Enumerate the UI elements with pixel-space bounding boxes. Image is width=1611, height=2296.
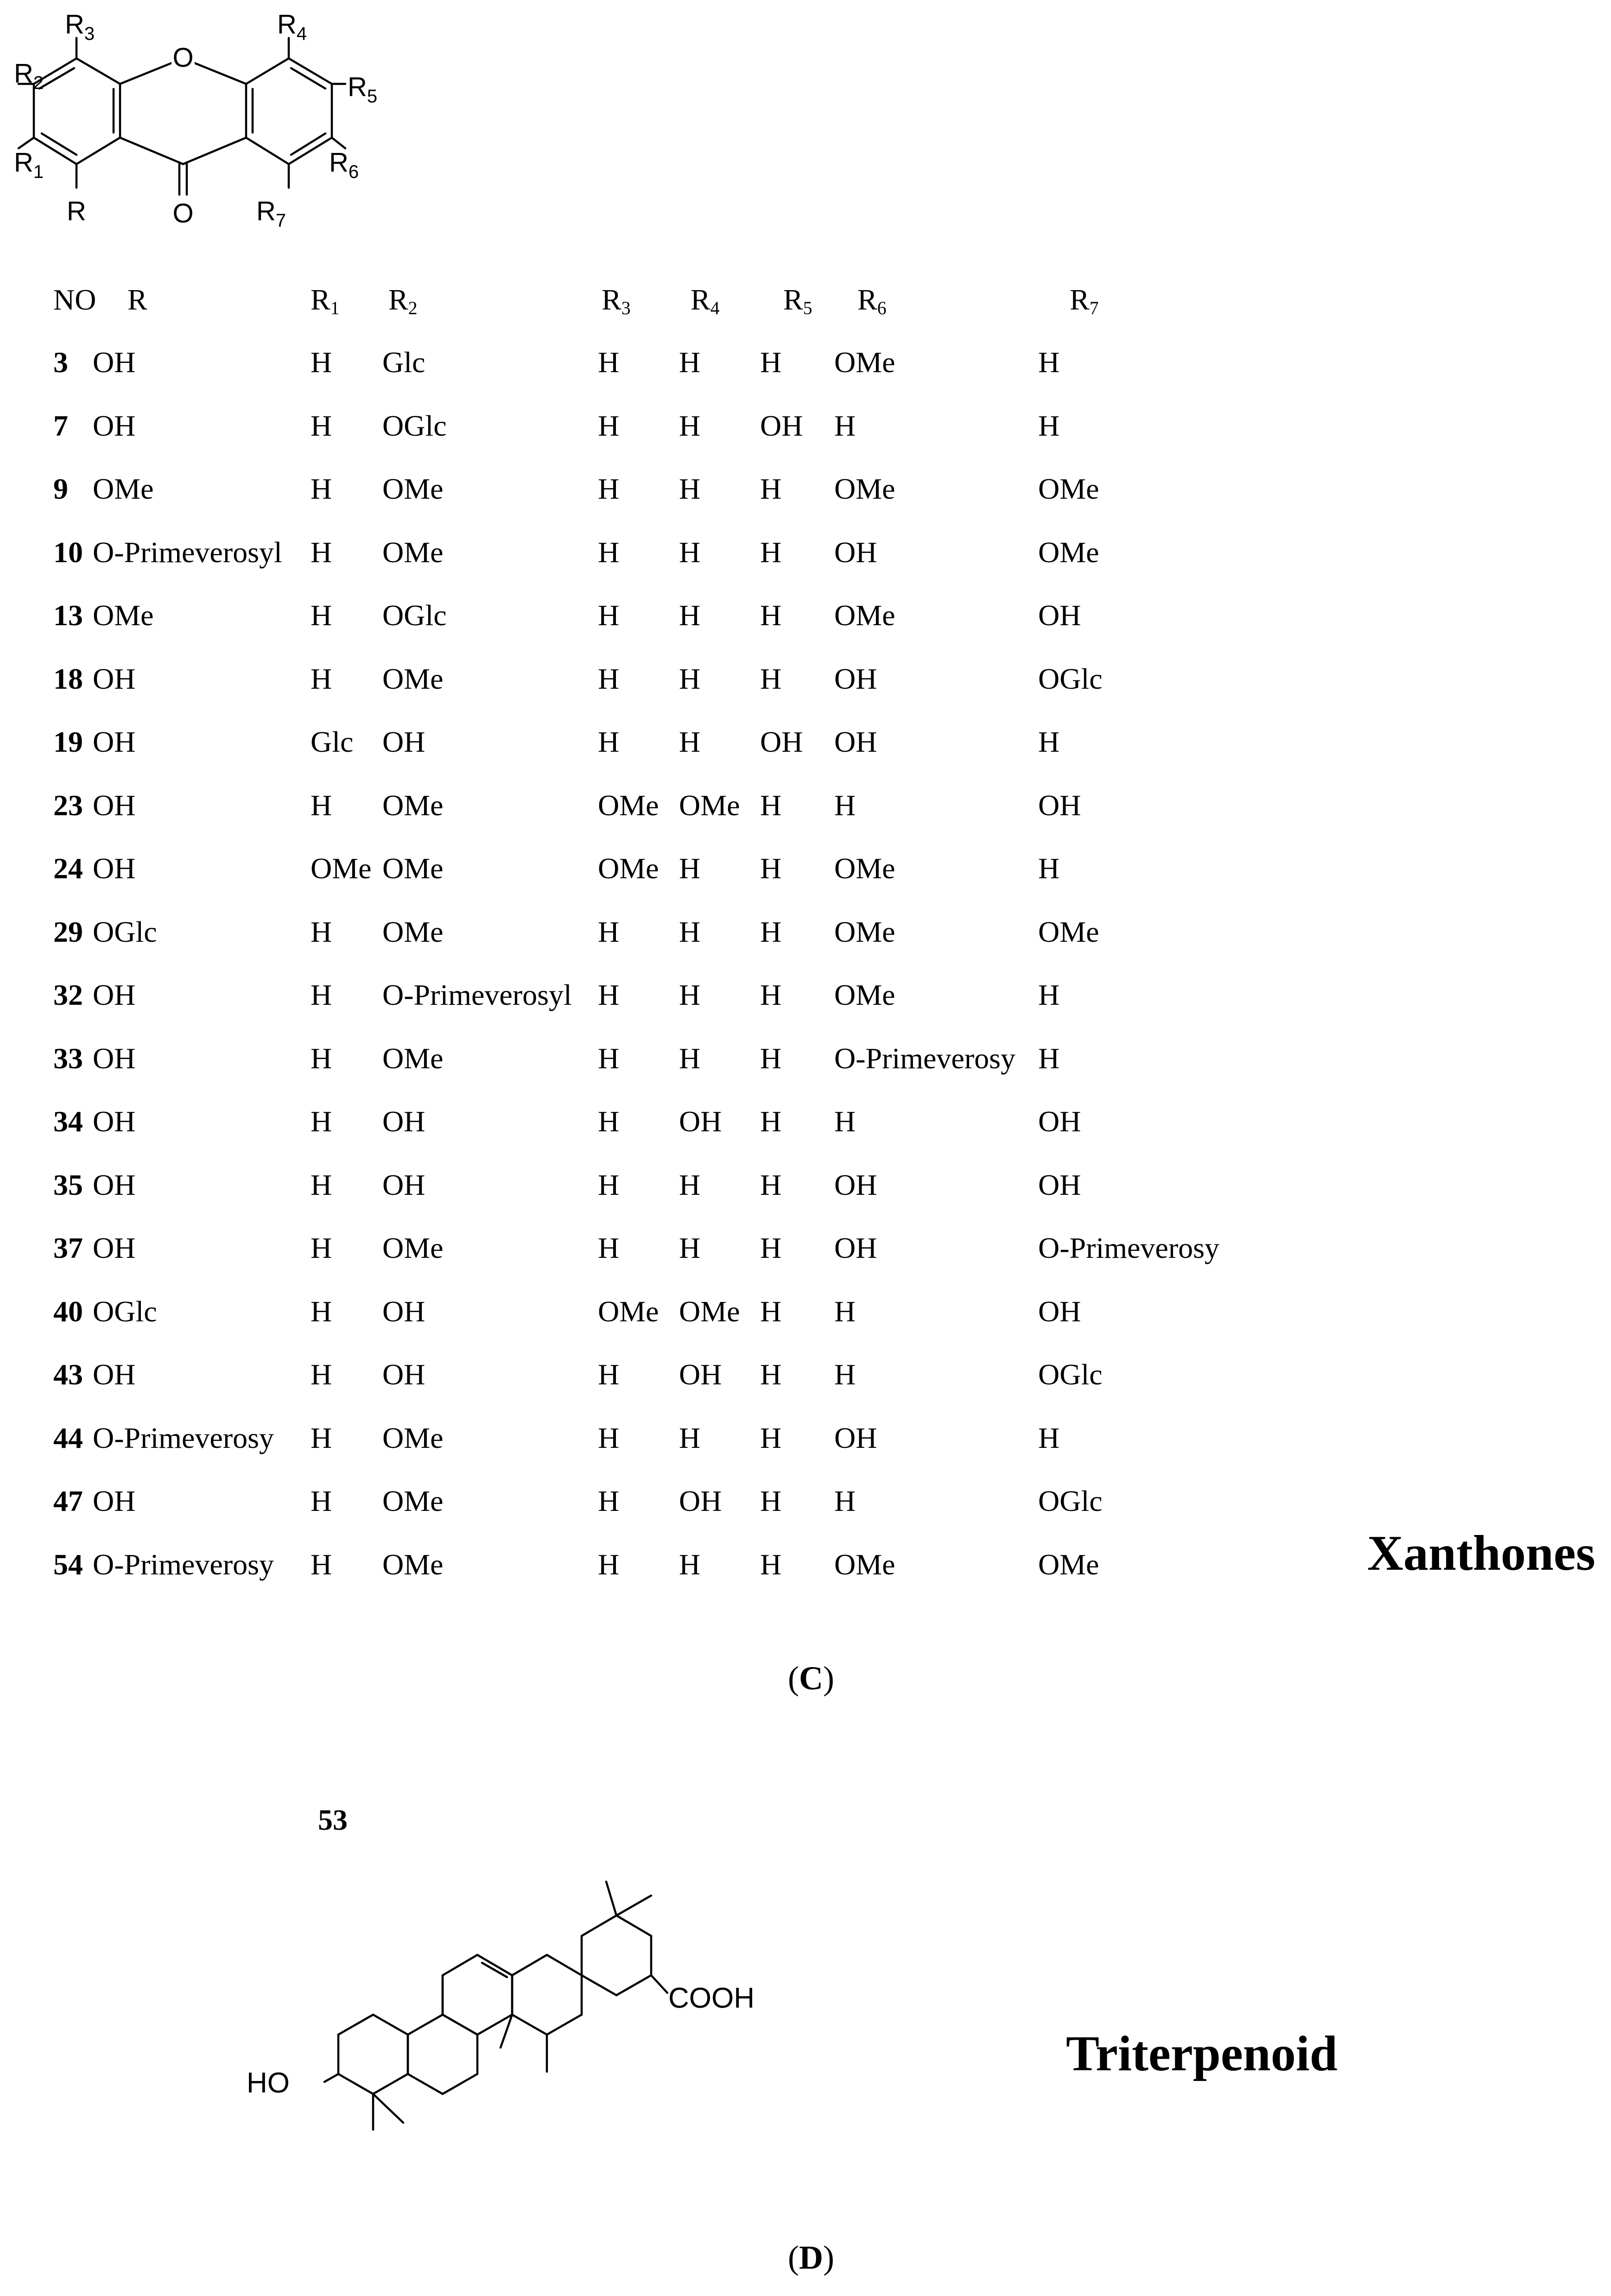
cell-r: OH (93, 1358, 136, 1391)
cell-no: 44 (53, 1421, 83, 1454)
cell-r7: OMe (1038, 1548, 1099, 1581)
cell-r1: H (311, 1484, 332, 1517)
cell-r7: OH (1038, 599, 1081, 632)
cell-r1: H (311, 662, 332, 695)
cell-r: O-Primeverosy (93, 1548, 274, 1581)
cell-r3: H (598, 599, 620, 632)
cell-r3: H (598, 1484, 620, 1517)
cell-no: 34 (53, 1105, 83, 1138)
cell-r1: H (311, 1358, 332, 1391)
class-label-triterpenoid: Triterpenoid (1066, 2026, 1338, 2081)
cell-r5: H (760, 1484, 782, 1517)
cell-no: 43 (53, 1358, 83, 1391)
cell-r2: OMe (382, 1548, 444, 1581)
cell-r1: H (311, 1168, 332, 1201)
cell-r3: H (598, 1168, 620, 1201)
cell-r: OH (93, 978, 136, 1011)
cell-r4: H (679, 535, 701, 569)
label-r7: $R_7$ (256, 196, 286, 231)
header-r1: $R_1$ (311, 283, 340, 318)
cell-r7: OGlc (1038, 1358, 1103, 1391)
cell-r7: OH (1038, 788, 1081, 822)
cell-r2: OMe (382, 1421, 444, 1454)
panel-label-d: (D) (788, 2239, 834, 2276)
cell-r5: H (760, 1231, 782, 1264)
header-r6: $R_6$ (857, 283, 887, 318)
cell-r: OH (93, 1105, 136, 1138)
cell-no: 33 (53, 1041, 83, 1075)
cell-no: 19 (53, 725, 83, 758)
cell-r7: H (1038, 852, 1060, 885)
cell-r3: H (598, 1105, 620, 1138)
cell-r2: OH (382, 1168, 425, 1201)
cell-r5: OH (760, 409, 803, 442)
cell-no: 24 (53, 852, 83, 885)
label-r5: $R_5$ (348, 72, 378, 107)
cell-r: OH (93, 788, 136, 822)
cell-r4: H (679, 1548, 701, 1581)
cell-r4: H (679, 978, 701, 1011)
cell-no: 47 (53, 1484, 83, 1517)
cell-r7: H (1038, 1421, 1060, 1454)
cell-r5: H (760, 472, 782, 505)
cell-r4: H (679, 1168, 701, 1201)
cell-r2: OH (382, 1294, 425, 1328)
cell-r2: OH (382, 1358, 425, 1391)
cell-r3: H (598, 1041, 620, 1075)
cell-r2: OGlc (382, 409, 447, 442)
cell-r4: H (679, 599, 701, 632)
cell-r1: H (311, 1294, 332, 1328)
cell-r: OGlc (93, 1294, 157, 1328)
cell-no: 7 (53, 409, 68, 442)
cell-r6: OMe (834, 915, 895, 948)
cell-r6: OH (834, 1421, 877, 1454)
cell-r7: OH (1038, 1168, 1081, 1201)
cell-r2: OGlc (382, 599, 447, 632)
cell-r2: OMe (382, 1484, 444, 1517)
cell-r1: OMe (311, 852, 372, 885)
cell-r6: OH (834, 1168, 877, 1201)
cell-r7: O-Primeverosy (1038, 1231, 1220, 1264)
cell-r6: H (834, 409, 856, 442)
cell-r6: H (834, 1105, 856, 1138)
cell-no: 29 (53, 915, 83, 948)
cell-r7: OMe (1038, 535, 1099, 569)
cell-r3: OMe (598, 852, 659, 885)
cell-r4: OH (679, 1358, 722, 1391)
cell-r2: OMe (382, 852, 444, 885)
cell-r5: H (760, 788, 782, 822)
cell-r1: H (311, 788, 332, 822)
cell-r5: H (760, 599, 782, 632)
cell-r6: OMe (834, 1548, 895, 1581)
cell-r1: Glc (311, 725, 354, 758)
cell-r6: OMe (834, 346, 895, 379)
cell-r3: H (598, 1548, 620, 1581)
cell-r4: H (679, 1421, 701, 1454)
cell-r5: H (760, 1105, 782, 1138)
cell-r6: H (834, 1294, 856, 1328)
label-r3: $R_3$ (65, 9, 95, 44)
cell-r: O-Primeverosy (93, 1421, 274, 1454)
cell-r4: H (679, 1231, 701, 1264)
xanthone-core-structure (0, 0, 417, 241)
carbonyl-oxygen-label: O (172, 198, 194, 228)
cell-r4: OMe (679, 1294, 740, 1328)
cell-r6: H (834, 788, 856, 822)
cell-r5: H (760, 1421, 782, 1454)
cell-r: OH (93, 1041, 136, 1075)
cell-no: 40 (53, 1294, 83, 1328)
cell-r2: OMe (382, 472, 444, 505)
cell-r: OH (93, 725, 136, 758)
cell-no: 37 (53, 1231, 83, 1264)
cell-r3: H (598, 662, 620, 695)
cell-r1: H (311, 346, 332, 379)
cell-no: 18 (53, 662, 83, 695)
cell-r: OH (93, 346, 136, 379)
cell-r4: H (679, 346, 701, 379)
cell-r3: OMe (598, 788, 659, 822)
ho-label: HO (247, 2067, 290, 2099)
cell-r3: H (598, 346, 620, 379)
cell-r2: Glc (382, 346, 425, 379)
cell-r: OMe (93, 599, 154, 632)
cell-r6: OH (834, 535, 877, 569)
cell-r6: OMe (834, 852, 895, 885)
cell-no: 23 (53, 788, 83, 822)
cell-r7: H (1038, 409, 1060, 442)
cell-r7: H (1038, 978, 1060, 1011)
panel-label-c: (C) (788, 1660, 834, 1697)
cell-r7: OMe (1038, 472, 1099, 505)
cell-r1: H (311, 1421, 332, 1454)
cell-r4: OMe (679, 788, 740, 822)
cell-r6: OH (834, 725, 877, 758)
cell-r3: H (598, 725, 620, 758)
label-r: R (67, 196, 86, 226)
cell-r6: OH (834, 662, 877, 695)
cell-r5: H (760, 1041, 782, 1075)
cell-r: OH (93, 1231, 136, 1264)
cell-r6: H (834, 1358, 856, 1391)
cell-no: 32 (53, 978, 83, 1011)
cooh-label: COOH (668, 1982, 755, 2014)
cell-r5: H (760, 1294, 782, 1328)
cell-r5: H (760, 346, 782, 379)
header-r7: $R_7$ (1070, 283, 1099, 318)
cell-r: OGlc (93, 915, 157, 948)
cell-r3: H (598, 1231, 620, 1264)
cell-r4: H (679, 852, 701, 885)
cell-r4: H (679, 409, 701, 442)
cell-r4: OH (679, 1484, 722, 1517)
cell-r: OH (93, 1168, 136, 1201)
cell-r: OH (93, 1484, 136, 1517)
cell-r3: H (598, 409, 620, 442)
cell-r5: H (760, 662, 782, 695)
cell-r: OH (93, 409, 136, 442)
cell-r2: OMe (382, 662, 444, 695)
cell-r2: OH (382, 725, 425, 758)
cell-r2: OMe (382, 535, 444, 569)
cell-r3: H (598, 915, 620, 948)
compound-number-53: 53 (318, 1803, 348, 1836)
header-r4: $R_4$ (691, 283, 720, 318)
cell-r2: OMe (382, 1231, 444, 1264)
cell-r1: H (311, 1231, 332, 1264)
header-no: NO (53, 283, 96, 316)
ring-oxygen-label: O (172, 43, 194, 73)
cell-r7: OMe (1038, 915, 1099, 948)
cell-r2: O-Primeverosyl (382, 978, 572, 1011)
label-r1: $R_1$ (14, 147, 44, 182)
cell-r3: H (598, 1421, 620, 1454)
cell-r6: OMe (834, 599, 895, 632)
cell-r1: H (311, 409, 332, 442)
cell-r4: H (679, 662, 701, 695)
cell-r7: H (1038, 346, 1060, 379)
header-r2: $R_2$ (388, 283, 418, 318)
cell-r1: H (311, 1105, 332, 1138)
cell-r3: OMe (598, 1294, 659, 1328)
cell-r5: OH (760, 725, 803, 758)
triterpenoid-structure (232, 1770, 788, 2188)
cell-r1: H (311, 535, 332, 569)
cell-r4: H (679, 472, 701, 505)
cell-r1: H (311, 915, 332, 948)
class-label-xanthones: Xanthones (1367, 1526, 1596, 1581)
label-r4: $R_4$ (277, 9, 307, 44)
cell-r5: H (760, 1548, 782, 1581)
cell-no: 9 (53, 472, 68, 505)
cell-r2: OMe (382, 788, 444, 822)
cell-r6: H (834, 1484, 856, 1517)
cell-r1: H (311, 472, 332, 505)
cell-r7: OGlc (1038, 1484, 1103, 1517)
cell-r7: OH (1038, 1294, 1081, 1328)
cell-r5: H (760, 978, 782, 1011)
cell-r2: OH (382, 1105, 425, 1138)
cell-no: 13 (53, 599, 83, 632)
cell-no: 54 (53, 1548, 83, 1581)
cell-no: 10 (53, 535, 83, 569)
cell-r: OH (93, 852, 136, 885)
cell-r4: OH (679, 1105, 722, 1138)
cell-r3: H (598, 535, 620, 569)
cell-r7: H (1038, 725, 1060, 758)
cell-r5: H (760, 1168, 782, 1201)
label-r6: $R_6$ (329, 147, 359, 182)
cell-r5: H (760, 1358, 782, 1391)
cell-r3: H (598, 978, 620, 1011)
header-r3: $R_3$ (602, 283, 631, 318)
cell-r4: H (679, 915, 701, 948)
cell-r4: H (679, 1041, 701, 1075)
cell-r: O-Primeverosyl (93, 535, 282, 569)
cell-r7: OH (1038, 1105, 1081, 1138)
cell-r1: H (311, 1041, 332, 1075)
cell-r: OMe (93, 472, 154, 505)
cell-r5: H (760, 535, 782, 569)
cell-r2: OMe (382, 915, 444, 948)
cell-r6: OMe (834, 978, 895, 1011)
cell-r: OH (93, 662, 136, 695)
cell-no: 35 (53, 1168, 83, 1201)
cell-r1: H (311, 599, 332, 632)
cell-r7: OGlc (1038, 662, 1103, 695)
cell-r5: H (760, 915, 782, 948)
cell-r3: H (598, 1358, 620, 1391)
cell-r4: H (679, 725, 701, 758)
header-r5: $R_5$ (783, 283, 812, 318)
cell-r2: OMe (382, 1041, 444, 1075)
cell-r6: O-Primeverosy (834, 1041, 1016, 1075)
cell-no: 3 (53, 346, 68, 379)
cell-r6: OH (834, 1231, 877, 1264)
header-r: R (127, 283, 147, 316)
cell-r5: H (760, 852, 782, 885)
cell-r7: H (1038, 1041, 1060, 1075)
label-r2: $R_2$ (14, 58, 44, 93)
cell-r3: H (598, 472, 620, 505)
cell-r1: H (311, 1548, 332, 1581)
cell-r1: H (311, 978, 332, 1011)
cell-r6: OMe (834, 472, 895, 505)
